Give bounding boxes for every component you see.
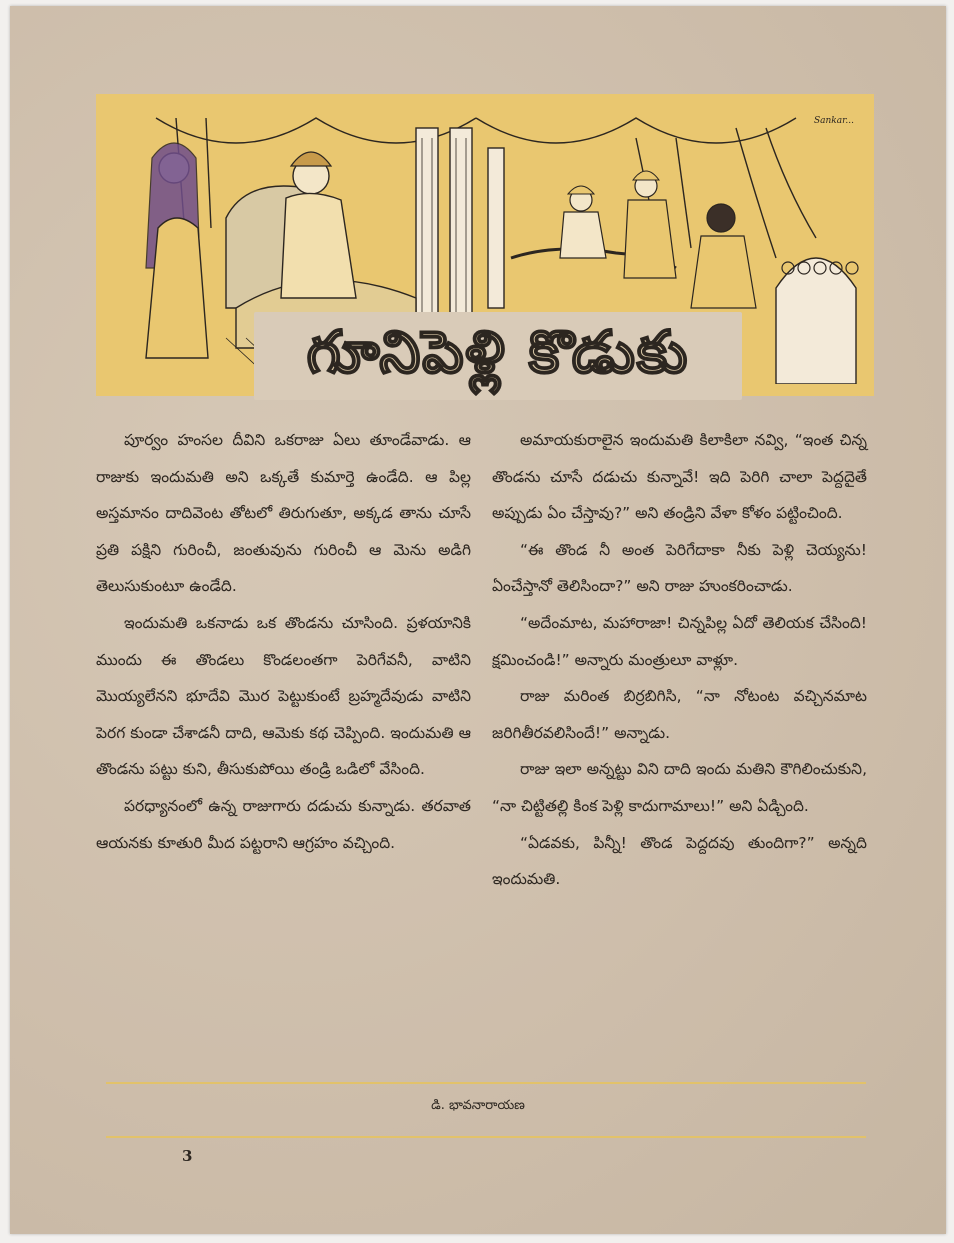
divider-bottom (106, 1136, 866, 1138)
story-illustration-banner (96, 94, 874, 396)
magazine-page (10, 6, 946, 1234)
story-column-right (492, 422, 867, 898)
paragraph: “ఈ తొండ నీ అంత పెరిగేదాకా నీకు పెళ్లి చెయ్యను! ఏంచేస్తానో తెలిసిందా?” అని రాజు హుంకరించాడు. (492, 540, 867, 596)
author-name: డి. భావనారాయణ (431, 1098, 525, 1113)
divider-top (106, 1082, 866, 1084)
paragraph: రాజు ఇలా అన్నట్టు విని దాది ఇందు మతిని కౌగిలించుకుని, “నా చిట్టితల్లి కింక పెళ్లి కాదుగామాలు!” అని ఏడ్చింది. (492, 760, 867, 815)
paragraph: అమాయకురాలైన ఇందుమతి కిలాకిలా నవ్వి, “ఇంత చిన్న తొండను చూసే దడుచు కున్నావే! ఇది పెరిగి చాలా పెద్దదైతే అప్పుడు ఏం చేస్తావు?” అని తండ్రిని వేళా కోళం పట్టించింది. (492, 431, 867, 523)
paragraph: పూర్వం హంసల దీవిని ఒకరాజు ఏలు తూండేవాడు. ఆ రాజుకు ఇందుమతి అని ఒక్కతే కుమార్తె ఉండేది. ఆ పిల్ల అస్తమానం దాదివెంట తోటలో తిరుగుతూ, అక్కడ తాను చూసే ప్రతి పక్షిని గురించీ, జంతువును గురించీ ఆ మెను అడిగి తెలుసుకుంటూ ఉండేది. (96, 431, 471, 596)
paragraph: ఇందుమతి ఒకనాడు ఒక తొండను చూసింది. ప్రళయానికి ముందు ఈ తొండలు కొండలంతగా పెరిగేవనీ, వాటిని మొయ్యలేనని భూదేవి మొర పెట్టుకుంటే బ్రహ్మదేవుడు వాటిని పెరగ కుండా చేశాడనీ దాది, ఆమెకు కథ చెప్పింది. ఇందుమతి ఆ తొండను పట్టు కుని, తీసుకుపోయి తండ్రి ఒడిలో వేసింది. (96, 613, 471, 779)
story-column-left (96, 422, 471, 861)
story-title: గూనిపెళ్లి కొడుకు (306, 318, 690, 386)
page-number: 3 (182, 1147, 193, 1165)
artist-signature: Sankar... (813, 116, 854, 126)
paragraph: “ఏడవకు, పిన్నీ! తొండ పెద్దదవు తుందిగా?” అన్నది ఇందుమతి. (492, 833, 867, 889)
paragraph: రాజు మరింత బిర్రబిగిసి, “నా నోటంట వచ్చినమాట జరిగితీరవలిసిందే!” అన్నాడు. (492, 687, 867, 742)
paragraph: పరధ్యానంలో ఉన్న రాజుగారు దడుచు కున్నాడు. తరవాత ఆయనకు కూతురి మీద పట్టరాని ఆగ్రహం వచ్చింది. (96, 796, 471, 852)
paragraph: “అదేంమాట, మహారాజా! చిన్నపిల్ల ఏదో తెలియక చేసింది! క్షమించండి!” అన్నారు మంత్రులూ వాళ్లూ. (492, 613, 867, 669)
